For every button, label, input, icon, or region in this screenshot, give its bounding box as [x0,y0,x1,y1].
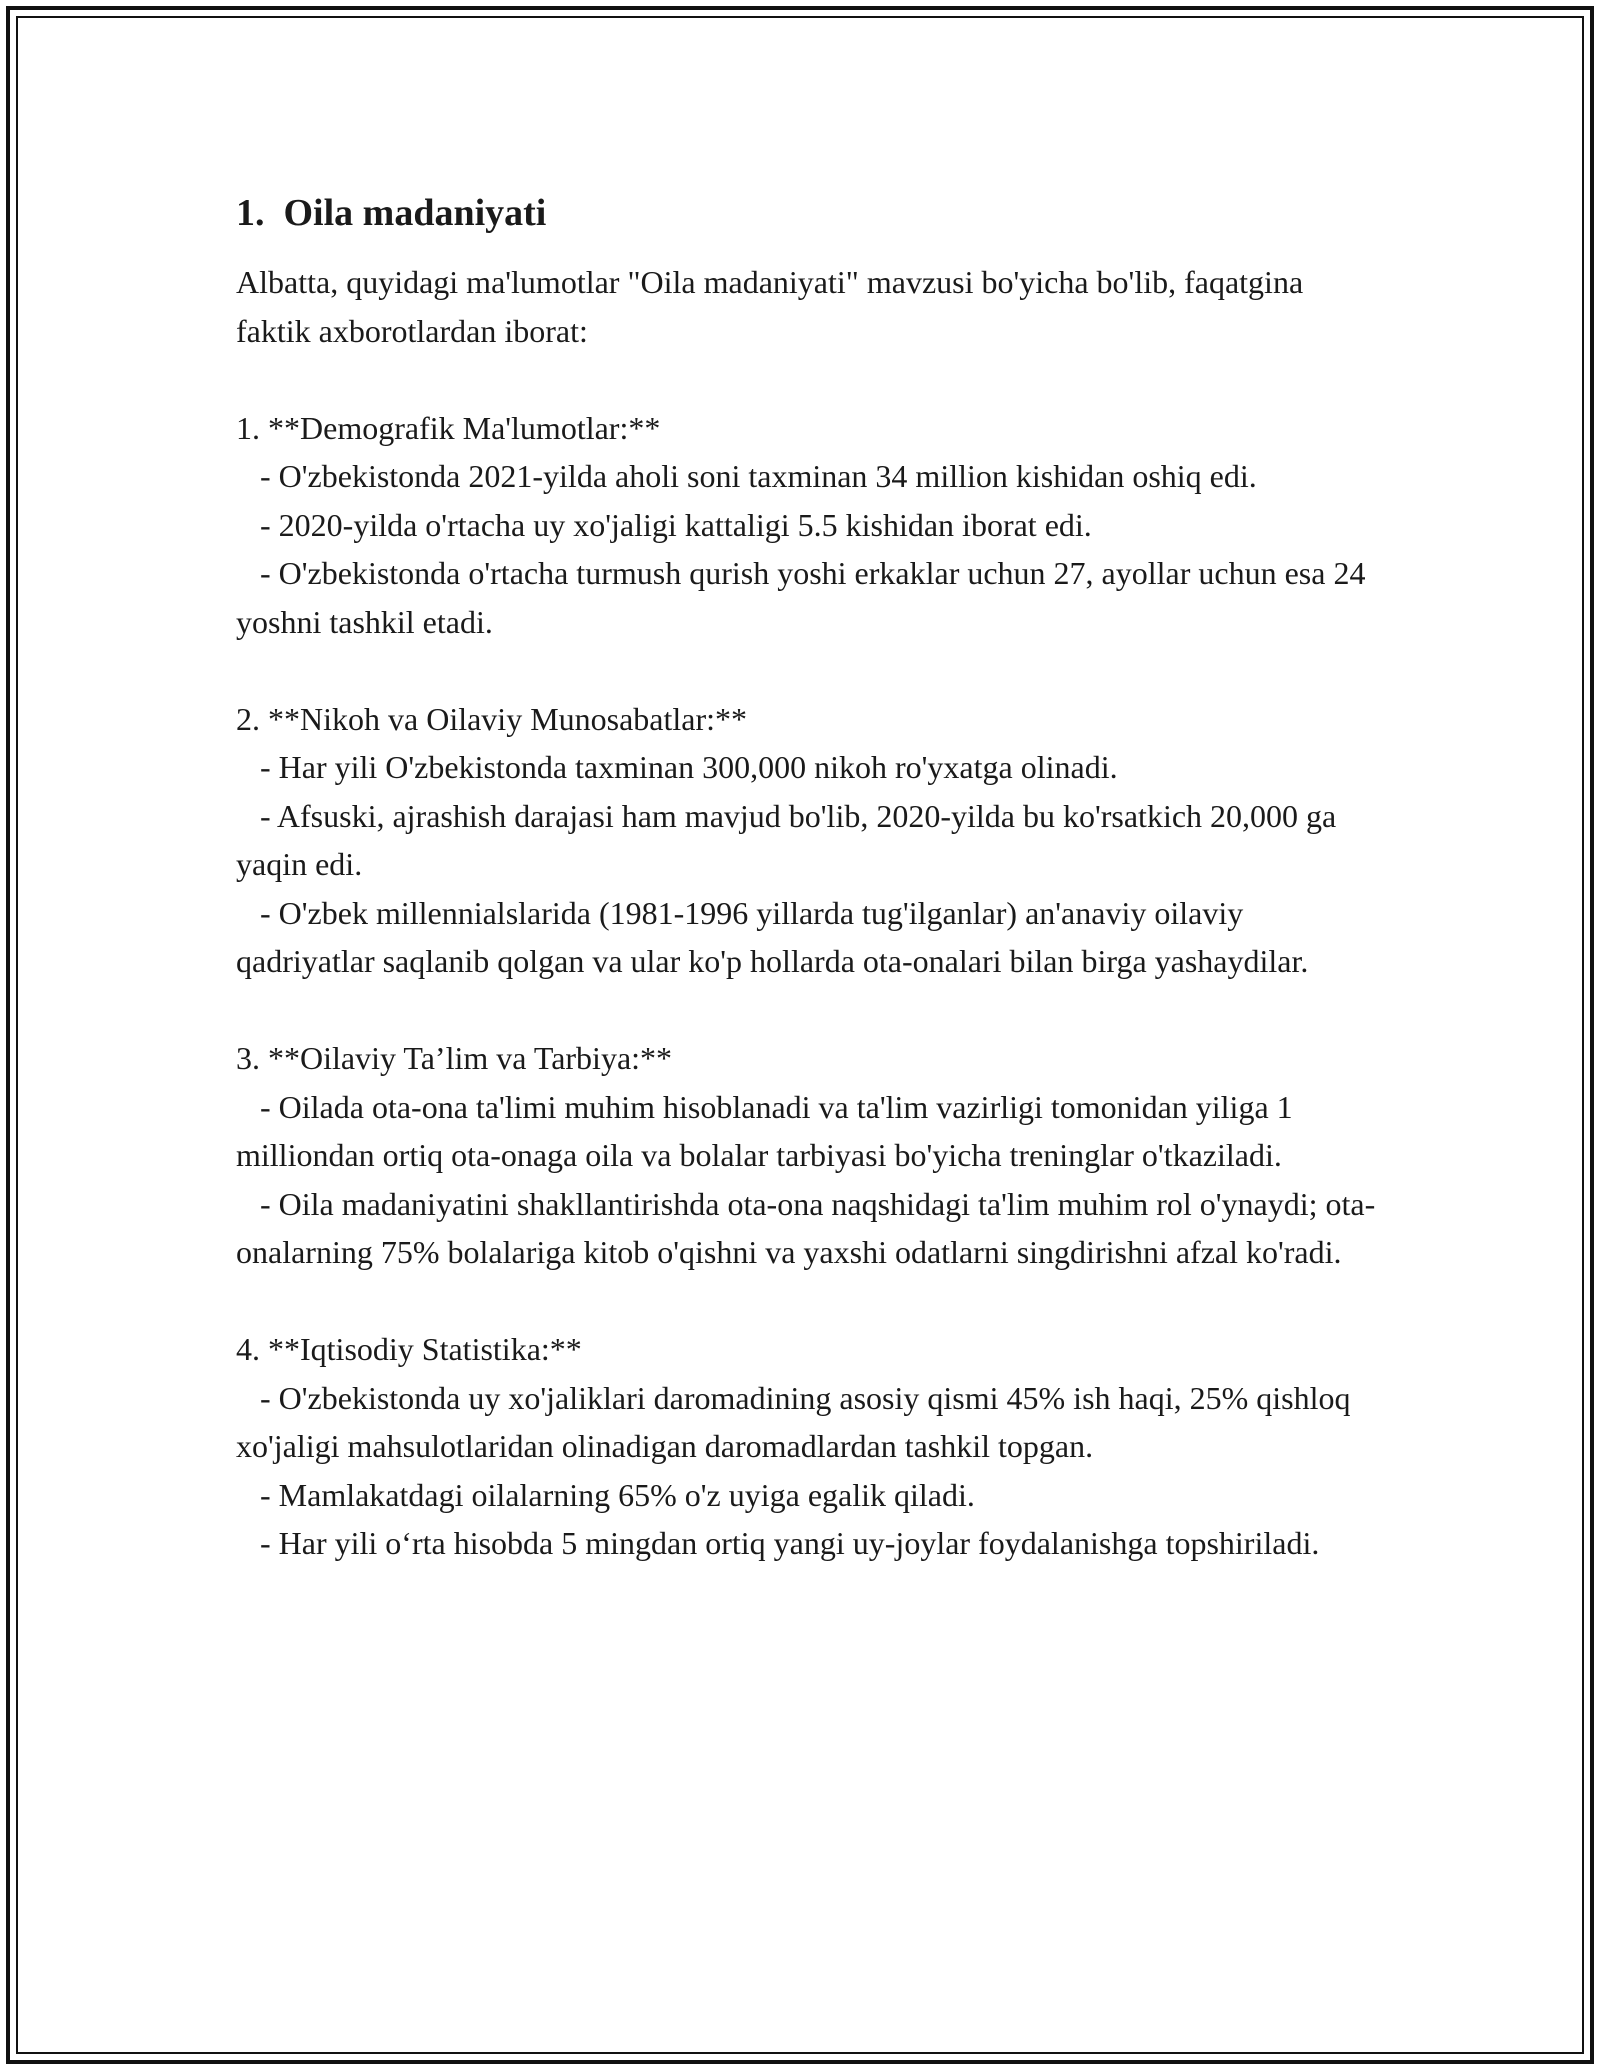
section-heading: 2. **Nikoh va Oilaviy Munosabatlar:** [236,700,748,737]
spacer [236,355,1376,404]
list-item: - O'zbek millennialslarida (1981-1996 yillarda tug'ilganlar) an'anaviy oilaviy qadriyatlar saqlanib qolgan va ular ko'p hollarda ota-onalari bilan birga yashaydilar. [236,894,1309,979]
list-item: - Afsuski, ajrashish darajasi ham mavjud bo'lib, 2020-yilda bu ko'rsatkich 20,000 ga yaqin edi. [236,797,1345,882]
list-item: - O'zbekistonda 2021-yilda aholi soni taxminan 34 million kishidan oshiq edi. [236,458,1257,494]
spacer [236,646,1376,695]
spacer [236,986,1376,1035]
section-talim [236,1034,1376,1277]
intro-paragraph: Albatta, quyidagi ma'lumotlar "Oila madaniyati" mavzusi bo'yicha bo'lib, faqatgina faktik axborotlardan iborat: [236,264,1312,349]
section-heading: 1. **Demografik Ma'lumotlar:** [236,409,661,446]
list-item: - Har yili O'zbekistonda taxminan 300,000 nikoh ro'yxatga olinadi. [236,749,1118,785]
section-heading: 4. **Iqtisodiy Statistika:** [236,1331,582,1367]
list-item: - Oila madaniyatini shakllantirishda ota-ona naqshidagi ta'lim muhim rol o'ynaydi; ota-onalarning 75% bolalariga kitob o'qishni va yaxshi odatlarni singdirishni afzal ko'radi. [236,1185,1376,1270]
list-item: - O'zbekistonda o'rtacha turmush qurish yoshi erkaklar uchun 27, ayollar uchun esa 24 yoshni tashkil etadi. [236,555,1374,640]
section-iqtisodiy [236,1325,1376,1568]
spacer [236,1277,1376,1326]
list-item: - Mamlakatdagi oilalarning 65% o'z uyiga egalik qiladi. [236,1476,975,1513]
list-item: - Oilada ota-ona ta'limi muhim hisoblanadi va ta'lim vazirligi tomonidan yiliga 1 milliondan ortiq ota-onaga oila va bolalar tarbiyasi bo'yicha treninglar o'tkaziladi. [236,1088,1301,1173]
section-heading: 3. **Oilaviy Ta’lim va Tarbiya:** [236,1040,673,1076]
document-body [236,186,1376,1568]
section-nikoh [236,695,1376,986]
list-item: - 2020-yilda o'rtacha uy xo'jaligi kattaligi 5.5 kishidan iborat edi. [236,506,1092,543]
document-title: 1. Oila madaniyati [236,192,547,234]
list-item: - O'zbekistonda uy xo'jaliklari daromadining asosiy qismi 45% ish haqi, 25% qishloq xo'jaligi mahsulotlaridan olinadigan daromadlardan tashkil topgan. [236,1379,1359,1464]
list-item: - Har yili o‘rta hisobda 5 mingdan ortiq yangi uy-joylar foydalanishga topshiriladi. [236,1525,1320,1561]
section-demografik [236,404,1376,647]
